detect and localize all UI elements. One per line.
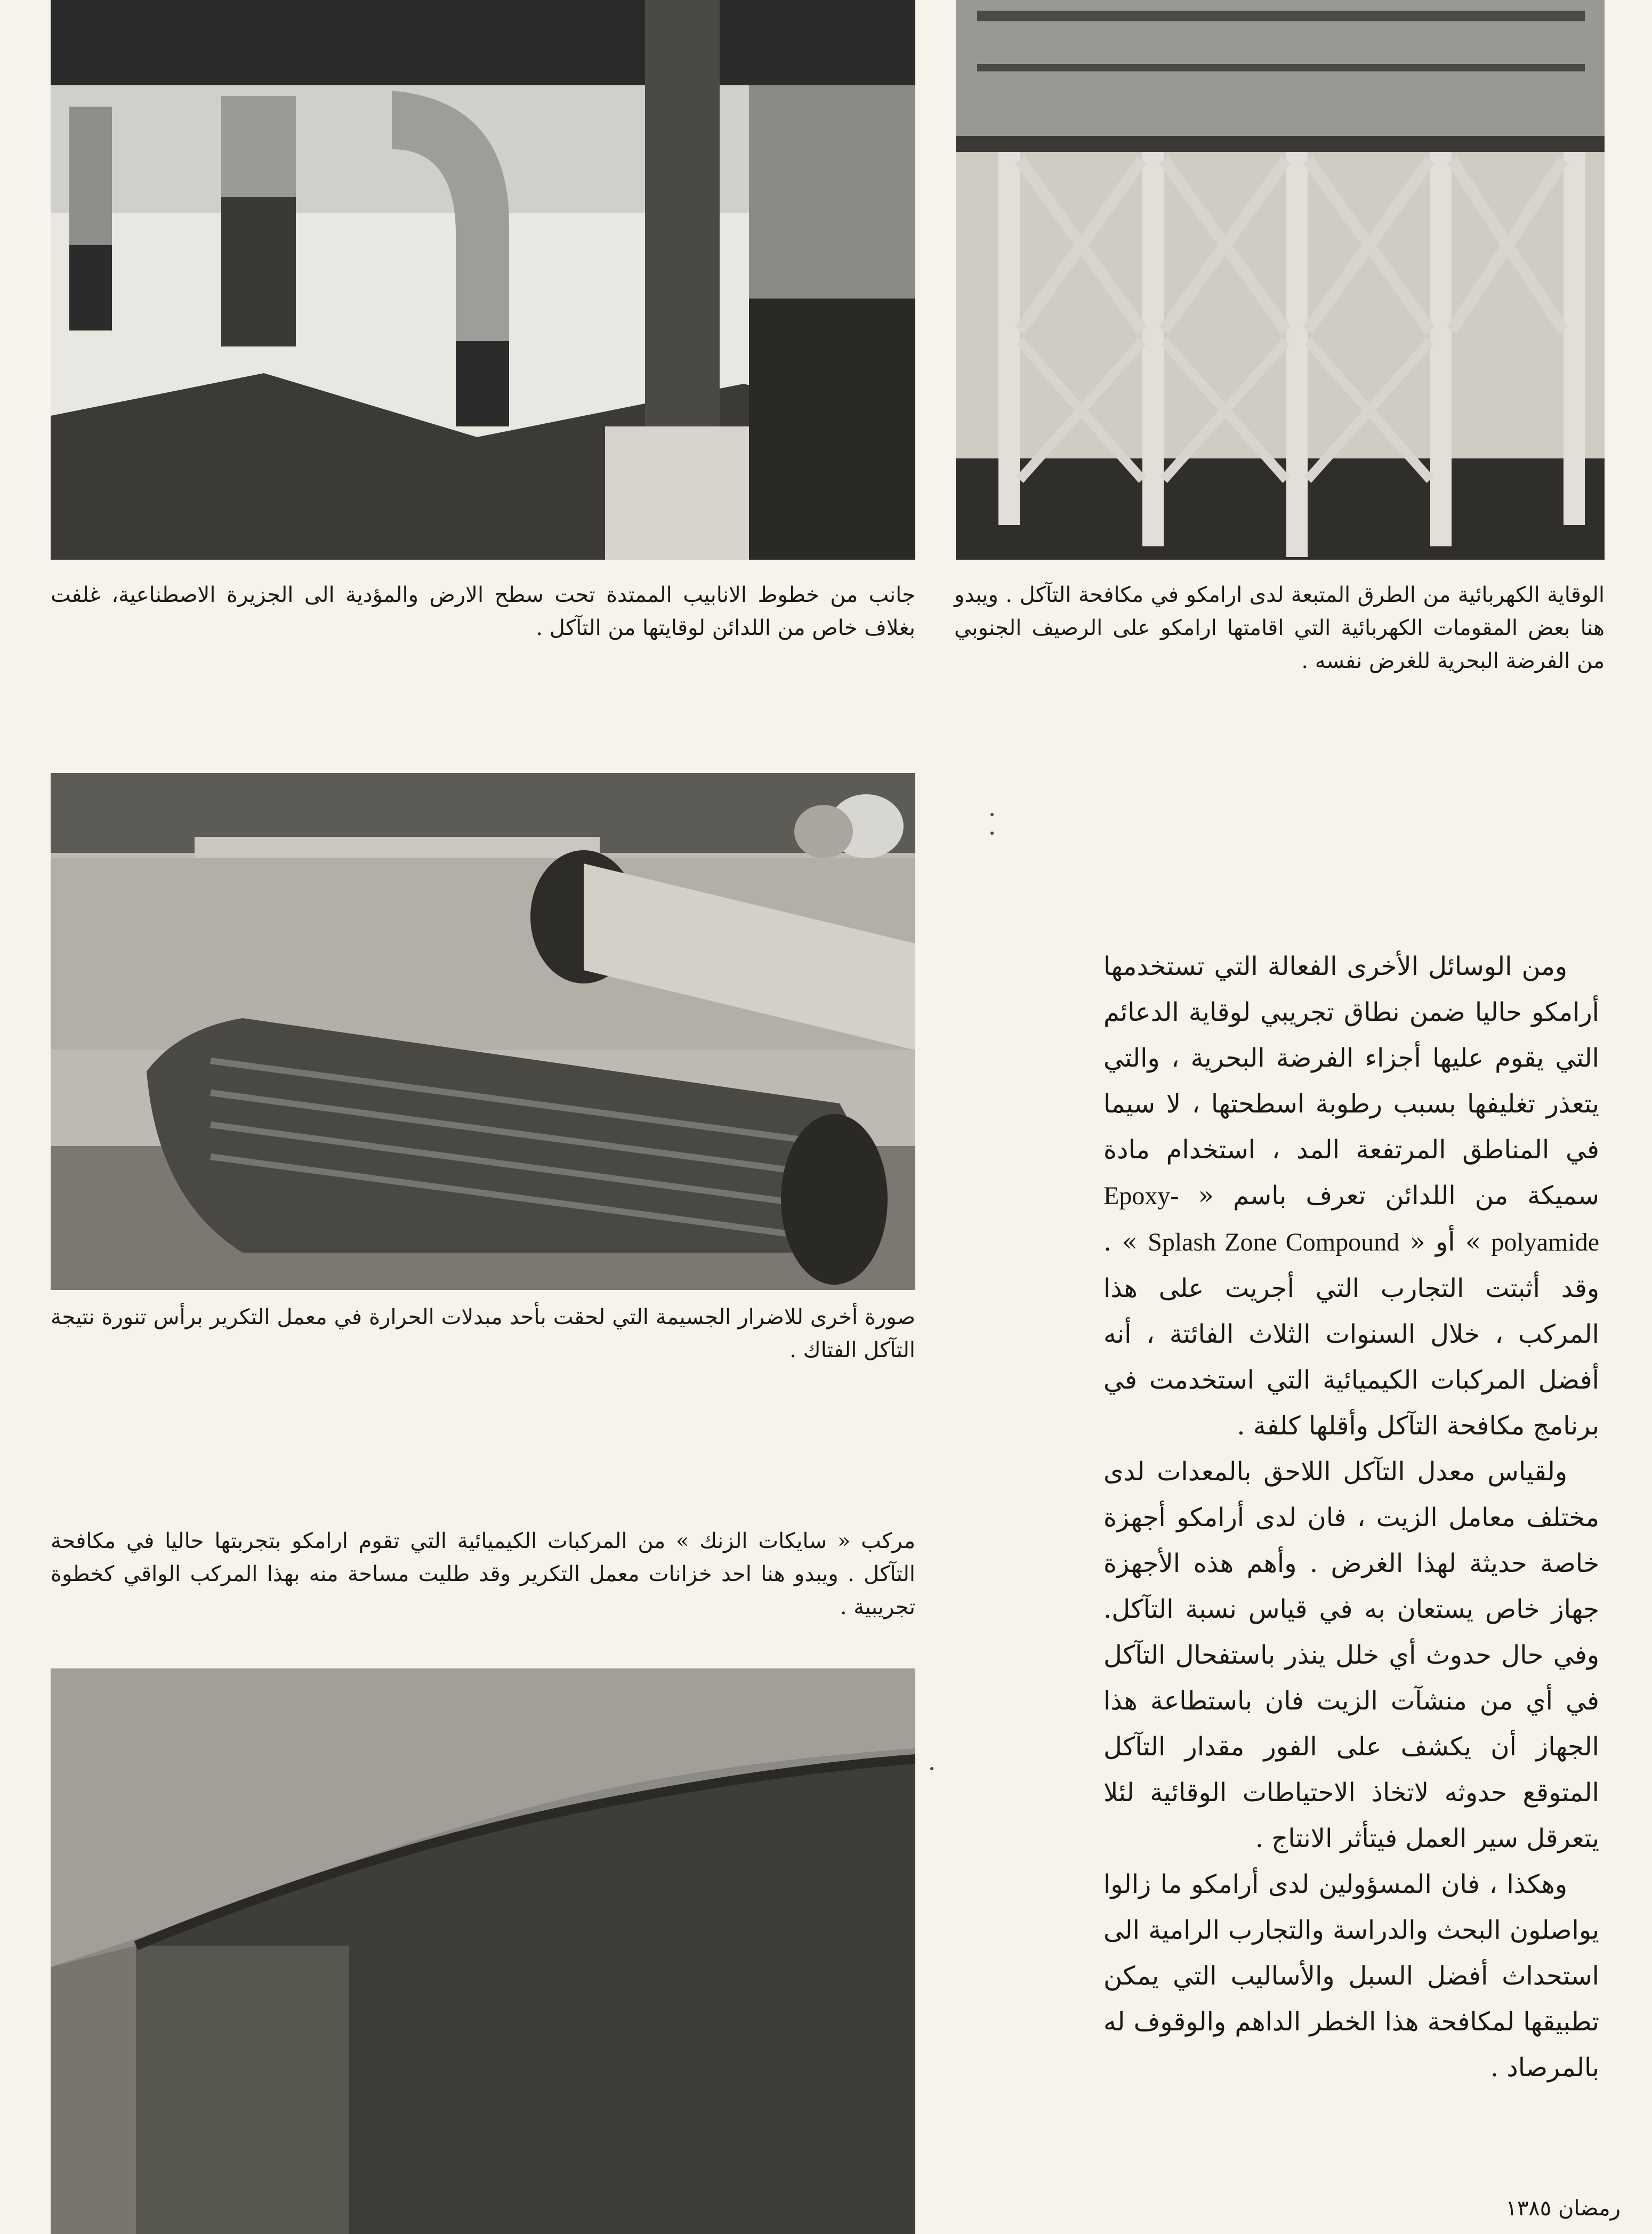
print-speck [990,813,994,816]
article-paragraph-1-part-c: » . وقد أثبتت التجارب التي أجريت على هذا المركب ، خلال السنوات الثلاث الفائتة ، أنه أفضل المركبات الكيميائية التي استخدمت في برنامج مكافحة التآكل وأقلها كلفة . [1103,1227,1599,1441]
article-paragraph-3: وهكذا ، فان المسؤولين لدى أرامكو ما زالوا يواصلون البحث والدراسة والتجارب الرامية الى استحداث أفضل السبل والأساليب التي يمكن تطبيقها لمكافحة هذا الخطر الداهم والوقوف له بالمرصاد . [1103,1869,1599,2083]
caption-zinc-silicate [51,1525,915,1624]
caption-pipelines-text: جانب من خطوط الانابيب الممتدة تحت سطح الارض والمؤدية الى الجزيرة الاصطناعية، غلفت بغلاف خاص من اللدائن لوقايتها من التآكل . [51,583,915,640]
article-paragraph-1-part-a: ومن الوسائل الأخرى الفعالة التي تستخدمها أرامكو حاليا ضمن نطاق تجريبي لوقاية الدعائم التي يقوم عليها أجزاء الفرضة البحرية ، والتي يتعذر تغليفها بسبب رطوبة اسطحتها ، لا سيما في المناطق المرتفعة المد ، استخدام مادة سميكة من اللدائن تعرف باسم « [1103,951,1599,1211]
article-body [1103,943,1599,2091]
caption-jetty-structure [954,578,1605,678]
caption-jetty-text: الوقاية الكهربائية من الطرق المتبعة لدى ارامكو في مكافحة التآكل . ويبدو هنا بعض المقومات الكهربائية التي اقامتها ارامكو على الرصيف الجنوبي من الفرضة البحرية للغرض نفسه . [954,583,1605,673]
print-speck [930,1767,933,1770]
photo-pipelines [51,0,915,560]
term-splash-zone-compound: Splash Zone Compound [1148,1228,1400,1256]
caption-pipelines [51,578,915,644]
photo-refinery-tank [51,1668,915,2234]
article-paragraph-1-part-b: » أو « [1399,1227,1492,1257]
caption-heat-exchanger-text: صورة أخرى للاضرار الجسيمة التي لحقت بأحد مبدلات الحرارة في معمل التكرير برأس تنورة نتيجة التآكل الفتاك . [51,1305,915,1362]
page-folio: رمضان ١٣٨٥ [1505,2196,1621,2221]
print-speck [990,832,994,835]
caption-zinc-silicate-text: مركب « سايكات الزنك » من المركبات الكيميائية التي تقوم ارامكو بتجربتها حاليا في مكافحة التآكل . ويبدو هنا احد خزانات معمل التكرير وقد طليت مساحة منه بهذا المركب الواقي كخطوة تجريبية . [51,1529,915,1619]
term-epoxy-polyamide: Epoxy-polyamide [1103,1182,1600,1256]
article-paragraph-1 [1103,943,1599,1449]
caption-heat-exchanger [51,1301,915,1367]
photo-heat-exchanger [51,773,915,1290]
photo-jetty-structure [956,0,1605,560]
article-paragraph-2: ولقياس معدل التآكل اللاحق بالمعدات لدى مختلف معامل الزيت ، فان لدى أرامكو أجهزة خاصة حديثة لهذا الغرض . وأهم هذه الأجهزة جهاز خاص يستعان به في قياس نسبة التآكل. وفي حال حدوث أي خلل ينذر باستفحال التآكل في أي من منشآت الزيت فان باستطاعة هذا الجهاز أن يكشف على الفور مقدار التآكل المتوقع حدوثه لاتخاذ الاحتياطات الوقائية لئلا يتعرقل سير العمل فيتأثر الانتاج . [1103,1457,1600,1853]
